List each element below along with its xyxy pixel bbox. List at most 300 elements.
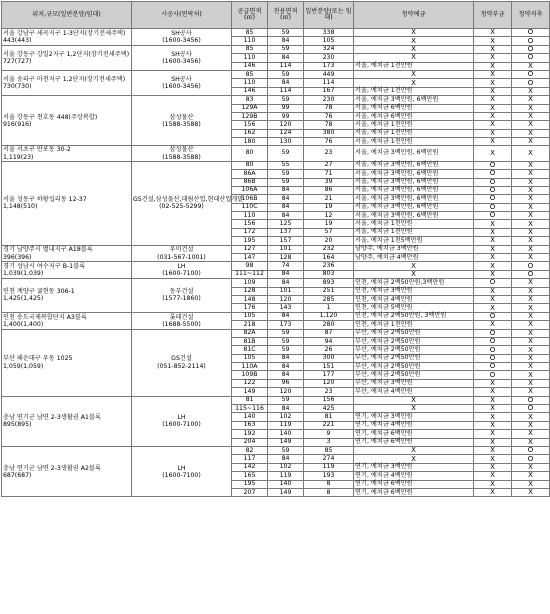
location-cell bbox=[2, 447, 132, 497]
deposit-cell: 인천, 예치금 3백만원 bbox=[354, 287, 474, 295]
exclusive-area-cell: 59 bbox=[268, 337, 304, 345]
deposit-cell: 인천, 예치금 2백50만원, 3백만원 bbox=[354, 312, 474, 320]
table-row bbox=[2, 396, 550, 404]
savings-cell: X bbox=[512, 413, 550, 421]
installment-cell: X bbox=[474, 438, 512, 446]
supply-area-cell: 105 bbox=[232, 312, 268, 320]
header-deposit: 청약예금 bbox=[354, 2, 474, 29]
savings-cell: X bbox=[512, 488, 550, 496]
installment-cell: X bbox=[474, 237, 512, 245]
savings-cell: X bbox=[512, 170, 550, 178]
exclusive-area-cell: 101 bbox=[268, 245, 304, 253]
location-line: 1,400(1,400) bbox=[3, 320, 44, 328]
builder-line: 롯데건설 bbox=[169, 313, 194, 321]
supply-area-cell: 140 bbox=[232, 413, 268, 421]
supply-area-cell: 85 bbox=[232, 29, 268, 37]
builder-line: 동부건설 bbox=[169, 288, 194, 296]
builder-line: (1688-5500) bbox=[162, 320, 201, 328]
general-sale-cell: 21 bbox=[304, 195, 354, 203]
supply-area-cell: 128 bbox=[232, 287, 268, 295]
deposit-cell: 서울, 예치금 1천만원 bbox=[354, 138, 474, 146]
exclusive-area-cell: 59 bbox=[268, 346, 304, 354]
deposit-cell: 부산, 예치금 2백50만원 bbox=[354, 346, 474, 354]
exclusive-area-cell: 149 bbox=[268, 438, 304, 446]
location-line: 1,425(1,425) bbox=[3, 295, 44, 303]
supply-area-cell: 106A bbox=[232, 186, 268, 194]
installment-cell: X bbox=[474, 413, 512, 421]
general-sale-cell: 425 bbox=[304, 405, 354, 413]
deposit-cell: 연기, 예치금 6백만원 bbox=[354, 430, 474, 438]
general-sale-cell: 8 bbox=[304, 480, 354, 488]
installment-cell: O bbox=[474, 203, 512, 211]
apartment-listing-table bbox=[1, 1, 550, 497]
savings-cell: X bbox=[512, 161, 550, 169]
general-sale-cell: 12 bbox=[304, 212, 354, 220]
deposit-cell: X bbox=[354, 262, 474, 270]
supply-area-cell: 195 bbox=[232, 480, 268, 488]
deposit-cell: 서울, 예치금 3백만원, 6백만원 bbox=[354, 212, 474, 220]
deposit-cell: 서울, 예치금 3백만원, 6백만원 bbox=[354, 178, 474, 186]
supply-area-cell: 81B bbox=[232, 337, 268, 345]
supply-area-cell: 110 bbox=[232, 54, 268, 62]
general-sale-cell: 324 bbox=[304, 45, 354, 53]
general-sale-cell: 20 bbox=[304, 237, 354, 245]
exclusive-area-cell: 84 bbox=[268, 79, 304, 87]
table-row bbox=[2, 245, 550, 253]
savings-cell: O bbox=[512, 270, 550, 278]
installment-cell: X bbox=[474, 488, 512, 496]
installment-cell: X bbox=[474, 421, 512, 429]
savings-cell: X bbox=[512, 228, 550, 236]
header-general-sale: 일반분양(또는 임대) bbox=[304, 2, 354, 29]
listing-body bbox=[2, 29, 550, 497]
location-cell bbox=[2, 245, 132, 262]
supply-area-cell: 110 bbox=[232, 212, 268, 220]
deposit-cell: 서울, 예치금 1천만원 bbox=[354, 228, 474, 236]
location-cell bbox=[2, 312, 132, 329]
installment-cell: X bbox=[474, 79, 512, 87]
table-row bbox=[2, 262, 550, 270]
location-line: 서울 성동구 하왕십리동 12-37 bbox=[3, 196, 87, 204]
supply-area-cell: 111~112 bbox=[232, 270, 268, 278]
general-sale-cell: 3 bbox=[304, 438, 354, 446]
savings-cell: X bbox=[512, 279, 550, 287]
installment-cell: X bbox=[474, 447, 512, 455]
deposit-cell: 서울, 예치금 3백만원, 6백만원 bbox=[354, 186, 474, 194]
builder-line: (1600-3456) bbox=[162, 57, 201, 65]
exclusive-area-cell: 120 bbox=[268, 295, 304, 303]
builder-line: 삼성물산 bbox=[169, 146, 194, 154]
savings-cell: X bbox=[512, 212, 550, 220]
deposit-cell: X bbox=[354, 455, 474, 463]
savings-cell: X bbox=[512, 87, 550, 95]
location-line: 충남 연기군 남면 2-3생활권 A2블록 bbox=[3, 464, 101, 472]
general-sale-cell: 76 bbox=[304, 112, 354, 120]
exclusive-area-cell: 59 bbox=[268, 96, 304, 104]
savings-cell: X bbox=[512, 254, 550, 262]
installment-cell: X bbox=[474, 396, 512, 404]
savings-cell: X bbox=[512, 438, 550, 446]
savings-cell: X bbox=[512, 96, 550, 104]
table-row bbox=[2, 447, 550, 455]
exclusive-area-cell: 149 bbox=[268, 488, 304, 496]
exclusive-area-cell: 173 bbox=[268, 321, 304, 329]
supply-area-cell: 81C bbox=[232, 346, 268, 354]
supply-area-cell: 115~116 bbox=[232, 405, 268, 413]
exclusive-area-cell: 130 bbox=[268, 138, 304, 146]
exclusive-area-cell: 128 bbox=[268, 254, 304, 262]
exclusive-area-cell: 84 bbox=[268, 371, 304, 379]
location-line: 1,119(23) bbox=[3, 153, 34, 161]
installment-cell: X bbox=[474, 245, 512, 253]
location-cell bbox=[2, 262, 132, 279]
installment-cell: X bbox=[474, 405, 512, 413]
deposit-cell: 서울, 예치금 6백만원 bbox=[354, 112, 474, 120]
deposit-cell: X bbox=[354, 447, 474, 455]
supply-area-cell: 162 bbox=[232, 129, 268, 137]
deposit-cell: 연기, 예치금 6백만원 bbox=[354, 488, 474, 496]
general-sale-cell: 173 bbox=[304, 62, 354, 70]
general-sale-cell: 23 bbox=[304, 146, 354, 161]
exclusive-area-cell: 84 bbox=[268, 455, 304, 463]
installment-cell: O bbox=[474, 186, 512, 194]
builder-line: SH공사 bbox=[171, 29, 192, 37]
general-sale-cell: 230 bbox=[304, 96, 354, 104]
deposit-cell: X bbox=[354, 70, 474, 78]
installment-cell: X bbox=[474, 62, 512, 70]
general-sale-cell: 120 bbox=[304, 379, 354, 387]
savings-cell: X bbox=[512, 329, 550, 337]
installment-cell: O bbox=[474, 312, 512, 320]
builder-cell bbox=[132, 45, 232, 70]
savings-cell: O bbox=[512, 405, 550, 413]
general-sale-cell: 78 bbox=[304, 121, 354, 129]
general-sale-cell: 105 bbox=[304, 37, 354, 45]
installment-cell: X bbox=[474, 287, 512, 295]
installment-cell: X bbox=[474, 104, 512, 112]
savings-cell: X bbox=[512, 138, 550, 146]
supply-area-cell: 81 bbox=[232, 396, 268, 404]
general-sale-cell: 39 bbox=[304, 178, 354, 186]
supply-area-cell: 82A bbox=[232, 329, 268, 337]
savings-cell: X bbox=[512, 186, 550, 194]
header-location: 위치,규모(일반분양/임대) bbox=[2, 2, 132, 29]
table-row bbox=[2, 312, 550, 320]
exclusive-area-cell: 59 bbox=[268, 146, 304, 161]
installment-cell: X bbox=[474, 254, 512, 262]
deposit-cell: X bbox=[354, 45, 474, 53]
savings-cell: O bbox=[512, 447, 550, 455]
location-line: 730(730) bbox=[3, 83, 32, 91]
exclusive-area-cell: 84 bbox=[268, 195, 304, 203]
exclusive-area-cell: 84 bbox=[268, 212, 304, 220]
supply-area-cell: 156 bbox=[232, 220, 268, 228]
general-sale-cell: 23 bbox=[304, 388, 354, 396]
savings-cell: O bbox=[512, 70, 550, 78]
exclusive-area-cell: 59 bbox=[268, 329, 304, 337]
exclusive-area-cell: 84 bbox=[268, 363, 304, 371]
location-line: 1,039(1,039) bbox=[3, 270, 44, 278]
supply-area-cell: 142 bbox=[232, 463, 268, 471]
deposit-cell: 서울, 예치금 3백만원, 6백만원 bbox=[354, 146, 474, 161]
supply-area-cell: 80 bbox=[232, 146, 268, 161]
savings-cell: X bbox=[512, 203, 550, 211]
installment-cell: O bbox=[474, 346, 512, 354]
builder-cell bbox=[132, 447, 232, 497]
exclusive-area-cell: 99 bbox=[268, 112, 304, 120]
deposit-cell: 연기, 예치금 6백만원 bbox=[354, 438, 474, 446]
savings-cell: X bbox=[512, 121, 550, 129]
location-line: 서울 강동구 강일2지구 1,2단지(장기전세주택) bbox=[3, 50, 130, 58]
location-line: 경기 성남시 여수지구 B-1블록 bbox=[3, 263, 86, 271]
general-sale-cell: 803 bbox=[304, 270, 354, 278]
installment-cell: X bbox=[474, 388, 512, 396]
exclusive-area-cell: 84 bbox=[268, 37, 304, 45]
exclusive-area-cell: 114 bbox=[268, 87, 304, 95]
table-row bbox=[2, 29, 550, 37]
savings-cell: X bbox=[512, 480, 550, 488]
installment-cell: X bbox=[474, 129, 512, 137]
exclusive-area-cell: 55 bbox=[268, 161, 304, 169]
deposit-cell: X bbox=[354, 270, 474, 278]
savings-cell: O bbox=[512, 54, 550, 62]
general-sale-cell: 8 bbox=[304, 488, 354, 496]
savings-cell: O bbox=[512, 79, 550, 87]
general-sale-cell: 87 bbox=[304, 329, 354, 337]
deposit-cell: X bbox=[354, 29, 474, 37]
builder-line: SH공사 bbox=[171, 75, 192, 83]
savings-cell: X bbox=[512, 337, 550, 345]
savings-cell: X bbox=[512, 472, 550, 480]
savings-cell: X bbox=[512, 430, 550, 438]
general-sale-cell: 236 bbox=[304, 262, 354, 270]
table-row bbox=[2, 161, 550, 169]
deposit-cell: 서울, 예치금 1천5백만원 bbox=[354, 237, 474, 245]
installment-cell: X bbox=[474, 228, 512, 236]
builder-cell bbox=[132, 70, 232, 95]
supply-area-cell: 129B bbox=[232, 112, 268, 120]
general-sale-cell: 86 bbox=[304, 186, 354, 194]
general-sale-cell: 156 bbox=[304, 396, 354, 404]
savings-cell: X bbox=[512, 112, 550, 120]
savings-cell: X bbox=[512, 304, 550, 312]
general-sale-cell: 19 bbox=[304, 220, 354, 228]
savings-cell: X bbox=[512, 237, 550, 245]
location-cell bbox=[2, 146, 132, 161]
supply-area-cell: 180 bbox=[232, 138, 268, 146]
location-cell bbox=[2, 329, 132, 396]
deposit-cell: X bbox=[354, 54, 474, 62]
installment-cell: O bbox=[474, 212, 512, 220]
builder-cell bbox=[132, 396, 232, 446]
supply-area-cell: 86A bbox=[232, 170, 268, 178]
general-sale-cell: 1 bbox=[304, 304, 354, 312]
builder-line: (1577-1860) bbox=[162, 295, 201, 303]
general-sale-cell: 285 bbox=[304, 295, 354, 303]
exclusive-area-cell: 84 bbox=[268, 270, 304, 278]
supply-area-cell: 110A bbox=[232, 363, 268, 371]
table-row bbox=[2, 146, 550, 161]
installment-cell: O bbox=[474, 170, 512, 178]
supply-area-cell: 85 bbox=[232, 45, 268, 53]
location-line: 부산 해운대구 우동 1025 bbox=[3, 355, 73, 363]
general-sale-cell: 9 bbox=[304, 430, 354, 438]
savings-cell: X bbox=[512, 62, 550, 70]
savings-cell: X bbox=[512, 195, 550, 203]
savings-cell: O bbox=[512, 262, 550, 270]
general-sale-cell: 274 bbox=[304, 455, 354, 463]
location-line: 서울 서초구 반포동 30-2 bbox=[3, 146, 71, 154]
savings-cell: X bbox=[512, 178, 550, 186]
supply-area-cell: 148 bbox=[232, 295, 268, 303]
installment-cell: X bbox=[474, 220, 512, 228]
general-sale-cell: 151 bbox=[304, 363, 354, 371]
general-sale-cell: 26 bbox=[304, 346, 354, 354]
deposit-cell: 서울, 예치금 3백만원, 6백만원 bbox=[354, 195, 474, 203]
savings-cell: O bbox=[512, 37, 550, 45]
exclusive-area-cell: 140 bbox=[268, 480, 304, 488]
exclusive-area-cell: 59 bbox=[268, 178, 304, 186]
location-line: 1,148(510) bbox=[3, 203, 38, 211]
savings-cell: X bbox=[512, 146, 550, 161]
location-line: 서울 송파구 마천지구 1,2단지(장기전세주택) bbox=[3, 75, 126, 83]
savings-cell: X bbox=[512, 463, 550, 471]
exclusive-area-cell: 59 bbox=[268, 45, 304, 53]
exclusive-area-cell: 120 bbox=[268, 121, 304, 129]
installment-cell: X bbox=[474, 96, 512, 104]
supply-area-cell: 165 bbox=[232, 472, 268, 480]
supply-area-cell: 106B bbox=[232, 195, 268, 203]
location-line: 916(916) bbox=[3, 120, 32, 128]
header-installment: 청약부금 bbox=[474, 2, 512, 29]
installment-cell: X bbox=[474, 321, 512, 329]
deposit-cell: 서울, 예치금 1천만원 bbox=[354, 121, 474, 129]
general-sale-cell: 71 bbox=[304, 170, 354, 178]
deposit-cell: X bbox=[354, 396, 474, 404]
builder-line: LH bbox=[177, 263, 186, 271]
builder-line: (1588-3588) bbox=[162, 120, 201, 128]
general-sale-cell: 119 bbox=[304, 463, 354, 471]
builder-cell bbox=[132, 262, 232, 279]
exclusive-area-cell: 125 bbox=[268, 220, 304, 228]
exclusive-area-cell: 84 bbox=[268, 405, 304, 413]
installment-cell: X bbox=[474, 146, 512, 161]
supply-area-cell: 86B bbox=[232, 178, 268, 186]
general-sale-cell: 114 bbox=[304, 79, 354, 87]
deposit-cell: 부산, 예치금 2백50만원 bbox=[354, 363, 474, 371]
savings-cell: O bbox=[512, 45, 550, 53]
builder-line: (1600-3456) bbox=[162, 83, 201, 91]
exclusive-area-cell: 74 bbox=[268, 262, 304, 270]
installment-cell: X bbox=[474, 455, 512, 463]
location-cell bbox=[2, 161, 132, 245]
builder-line: (02-525-5299) bbox=[159, 203, 204, 211]
supply-area-cell: 98 bbox=[232, 262, 268, 270]
builder-cell bbox=[132, 146, 232, 161]
builder-line: LH bbox=[177, 414, 186, 422]
header-builder: 시공사(연락처) bbox=[132, 2, 232, 29]
installment-cell: X bbox=[474, 379, 512, 387]
supply-area-cell: 207 bbox=[232, 488, 268, 496]
builder-line: (031-567-1001) bbox=[157, 253, 206, 261]
deposit-cell: 연기, 예치금 3백만원 bbox=[354, 413, 474, 421]
general-sale-cell: 1,120 bbox=[304, 312, 354, 320]
supply-area-cell: 109 bbox=[232, 279, 268, 287]
deposit-cell: X bbox=[354, 37, 474, 45]
supply-area-cell: 195 bbox=[232, 237, 268, 245]
general-sale-cell: 280 bbox=[304, 321, 354, 329]
supply-area-cell: 156 bbox=[232, 121, 268, 129]
exclusive-area-cell: 84 bbox=[268, 54, 304, 62]
location-line: 충남 연기군 남면 2-3생활권 A1블록 bbox=[3, 414, 101, 422]
installment-cell: O bbox=[474, 371, 512, 379]
savings-cell: X bbox=[512, 220, 550, 228]
location-cell bbox=[2, 96, 132, 146]
installment-cell: X bbox=[474, 138, 512, 146]
supply-area-cell: 109B bbox=[232, 371, 268, 379]
builder-line: (051-852-2114) bbox=[157, 362, 206, 370]
supply-area-cell: 122 bbox=[232, 379, 268, 387]
builder-line: (1600-7100) bbox=[162, 270, 201, 278]
general-sale-cell: 230 bbox=[304, 54, 354, 62]
installment-cell: X bbox=[474, 37, 512, 45]
general-sale-cell: 57 bbox=[304, 228, 354, 236]
table-row bbox=[2, 96, 550, 104]
deposit-cell: 연기, 예치금 4백만원 bbox=[354, 472, 474, 480]
exclusive-area-cell: 84 bbox=[268, 312, 304, 320]
supply-area-cell: 127 bbox=[232, 245, 268, 253]
builder-line: (1600-3456) bbox=[162, 36, 201, 44]
table-row bbox=[2, 70, 550, 78]
exclusive-area-cell: 59 bbox=[268, 29, 304, 37]
supply-area-cell: 147 bbox=[232, 254, 268, 262]
installment-cell: X bbox=[474, 87, 512, 95]
supply-area-cell: 146 bbox=[232, 62, 268, 70]
general-sale-cell: 232 bbox=[304, 245, 354, 253]
location-line: 396(396) bbox=[3, 253, 32, 261]
installment-cell: X bbox=[474, 54, 512, 62]
builder-line: GS건설 bbox=[171, 355, 192, 363]
supply-area-cell: 110C bbox=[232, 203, 268, 211]
location-cell bbox=[2, 29, 132, 46]
builder-line: SH공사 bbox=[171, 50, 192, 58]
savings-cell: X bbox=[512, 245, 550, 253]
general-sale-cell: 78 bbox=[304, 104, 354, 112]
deposit-cell: 서울, 예치금 3백만원, 6백만원 bbox=[354, 203, 474, 211]
deposit-cell: 서울, 예치금 3백만원, 6백만원 bbox=[354, 96, 474, 104]
exclusive-area-cell: 59 bbox=[268, 70, 304, 78]
deposit-cell: 부산, 예치금 2백50만원 bbox=[354, 337, 474, 345]
builder-cell bbox=[132, 279, 232, 313]
installment-cell: X bbox=[474, 121, 512, 129]
supply-area-cell: 110 bbox=[232, 79, 268, 87]
installment-cell: O bbox=[474, 363, 512, 371]
deposit-cell: X bbox=[354, 405, 474, 413]
supply-area-cell: 105 bbox=[232, 354, 268, 362]
location-cell bbox=[2, 279, 132, 313]
location-cell bbox=[2, 70, 132, 95]
header-savings: 청약저축 bbox=[512, 2, 550, 29]
savings-cell: X bbox=[512, 363, 550, 371]
location-line: 인천 송도국제복합단지 A3블록 bbox=[3, 313, 87, 321]
savings-cell: O bbox=[512, 29, 550, 37]
general-sale-cell: 167 bbox=[304, 87, 354, 95]
installment-cell: X bbox=[474, 430, 512, 438]
deposit-cell: 서울, 예치금 1천만원 bbox=[354, 129, 474, 137]
builder-cell bbox=[132, 245, 232, 262]
supply-area-cell: 172 bbox=[232, 228, 268, 236]
exclusive-area-cell: 96 bbox=[268, 379, 304, 387]
